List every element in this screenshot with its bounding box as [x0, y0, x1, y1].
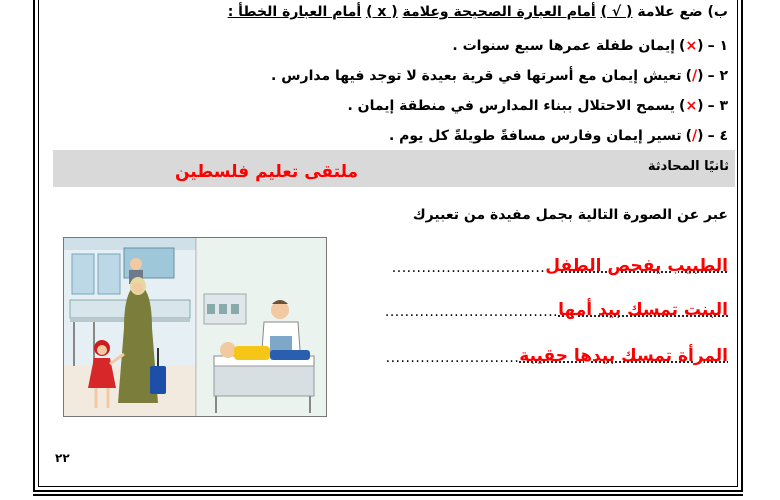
left-scene-mother-daughter: [64, 238, 196, 416]
answer-text: البنت تمسك بيد أمها: [558, 300, 728, 320]
answer-text: المرأة تمسك بيدها حقيبة: [519, 346, 728, 366]
item-number: ٤ –: [707, 128, 728, 144]
instruction-middle: أمام العبارة الصحيحة وعلامة: [402, 4, 596, 20]
instruction-suffix: أمام العبارة الخطأ :: [227, 4, 362, 20]
watermark-text: ملتقى تعليم فلسطين: [175, 162, 359, 182]
dotted-line: ...................................: [384, 304, 559, 320]
statement-item-4: [389, 128, 728, 144]
answer-mark: /: [692, 68, 698, 84]
statement-item-2: [271, 68, 728, 84]
answer-mark: ×: [685, 38, 698, 54]
item-number: ١ –: [707, 38, 728, 54]
answer-mark: ×: [685, 98, 698, 114]
section-band: [53, 150, 735, 187]
item-number: ٣ –: [707, 98, 728, 114]
dotted-line: ...........................: [385, 350, 520, 366]
statement-item-1: [452, 38, 728, 54]
instruction-x-box: ( x ): [366, 4, 398, 20]
item-text: يسمح الاحتلال ببناء المدارس في منطقة إيمان .: [347, 98, 676, 114]
instruction-check-box: ( √ ): [600, 4, 633, 20]
answer-box[interactable]: (/): [685, 128, 704, 144]
answer-box[interactable]: (/): [685, 68, 704, 84]
illustration: [63, 237, 327, 417]
item-number: ٢ –: [707, 68, 728, 84]
expression-prompt: عبر عن الصورة التالية بجمل مفيدة من تعبيرك: [412, 207, 728, 223]
right-scene-doctor: [197, 238, 326, 416]
section-title: ثانيًا المحادثة: [647, 159, 729, 174]
answer-line-1[interactable]: [392, 250, 728, 276]
item-text: تسير إيمان وفارس مسافةً طويلةً كل يوم .: [388, 128, 682, 144]
instruction-prefix: ب) ضع علامة: [637, 4, 728, 20]
answer-box[interactable]: (×): [679, 38, 704, 54]
answer-line-3[interactable]: [386, 340, 728, 366]
bottom-rule: [33, 494, 743, 496]
item-text: تعيش إيمان مع أسرتها في قرية بعيدة لا توجد فيها مدارس .: [271, 68, 682, 84]
page-number: ٢٢: [55, 451, 70, 465]
item-text: إيمان طفلة عمرها سبع سنوات .: [452, 38, 676, 54]
dotted-line: ...............................: [391, 260, 546, 276]
answer-text: الطبيب يفحص الطفل: [545, 256, 728, 276]
statement-item-3: [347, 98, 728, 114]
answer-box[interactable]: (×): [679, 98, 704, 114]
instruction-line: [228, 4, 728, 20]
answer-line-2[interactable]: [385, 294, 728, 320]
answer-mark: /: [692, 128, 698, 144]
